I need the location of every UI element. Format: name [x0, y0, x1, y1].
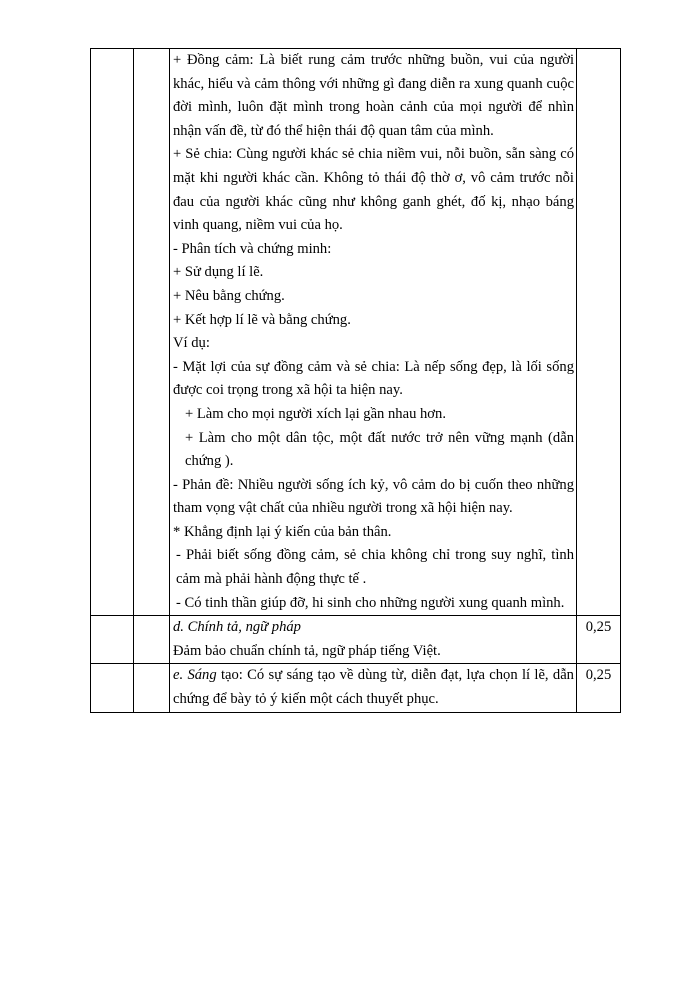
paragraph-neu-bang-chung: + Nêu bằng chứng. — [173, 287, 285, 304]
paragraph-vi-du: Ví dụ: — [173, 335, 210, 352]
cell-empty-col1 — [91, 664, 134, 712]
paragraph-vung-manh: + Làm cho một dân tộc, một đất nước trở nên vững mạnh (dẫn chứng ). — [185, 429, 574, 470]
criterion-paragraph — [173, 664, 574, 711]
paragraph-phai-biet-song: - Phải biết sống đồng cảm, sẻ chia không chỉ trong suy nghĩ, tình cảm mà phải hành động thực tế . — [176, 547, 574, 588]
criterion-heading: d. Chính tả, ngữ pháp — [173, 619, 301, 636]
table-row — [91, 49, 621, 616]
paragraph-dong-cam: + Đồng cảm: Là biết rung cảm trước những buồn, vui của người khác, hiểu và cảm thông với những gì đang diễn ra xung quanh cuộc đời mình, luôn đặt mình trong hoàn cảnh của mọi người để nhìn nhận vấn đề, từ đó thể hiện thái độ quan tâm của mình. — [173, 52, 574, 139]
cell-empty-col1 — [91, 616, 134, 664]
paragraph-phan-de: - Phản đề: Nhiều người sống ích kỷ, vô cảm do bị cuốn theo những tham vọng vật chất của nhiều người trong xã hội hiện nay. — [173, 476, 574, 517]
paragraph-ket-hop: + Kết hợp lí lẽ và bằng chứng. — [173, 311, 351, 328]
paragraph-phan-tich: - Phân tích và chứng minh: — [173, 240, 332, 257]
cell-empty-score — [577, 49, 621, 616]
cell-empty-col2 — [134, 49, 170, 616]
paragraph-se-chia: + Sẻ chia: Cùng người khác sẻ chia niềm vui, nỗi buồn, sẵn sàng có mặt khi người khác cần. Không tỏ thái độ thờ ơ, vô cảm trước nỗi đau của người khác cũng như không ganh ghét, đố kị, nhạo báng vinh quang, niềm vui của họ. — [173, 146, 574, 234]
table-row — [91, 664, 621, 712]
paragraph-tinh-than: - Có tinh thần giúp đỡ, hi sinh cho những người xung quanh mình. — [176, 594, 565, 611]
paragraph-mat-loi: - Mặt lợi của sự đồng cảm và sẻ chia: Là nếp sống đẹp, là lối sống được coi trọng trong xã hội ta hiện nay. — [173, 358, 574, 399]
score-cell: 0,25 — [577, 664, 621, 712]
paragraph-su-dung-li-le: + Sử dụng lí lẽ. — [173, 264, 264, 281]
criterion-heading: e. Sáng — [173, 667, 217, 684]
score-cell: 0,25 — [577, 616, 621, 664]
grading-table — [90, 48, 621, 713]
cell-content — [170, 616, 577, 664]
cell-empty-col2 — [134, 616, 170, 664]
table-row — [91, 616, 621, 664]
cell-empty-col1 — [91, 49, 134, 616]
cell-empty-col2 — [134, 664, 170, 712]
paragraph-xich-lai-gan: + Làm cho mọi người xích lại gần nhau hơn. — [185, 405, 446, 422]
criterion-text: tạo: Có sự sáng tạo về dùng từ, diễn đạt, lựa chọn lí lẽ, dẫn chứng để bày tỏ ý kiến một cách thuyết phục. — [173, 667, 574, 708]
criterion-text: Đảm bảo chuẩn chính tả, ngữ pháp tiếng Việt. — [173, 642, 441, 659]
cell-content — [170, 664, 577, 712]
cell-content — [170, 49, 577, 616]
paragraph-khang-dinh: * Khẳng định lại ý kiến của bản thân. — [173, 523, 392, 540]
